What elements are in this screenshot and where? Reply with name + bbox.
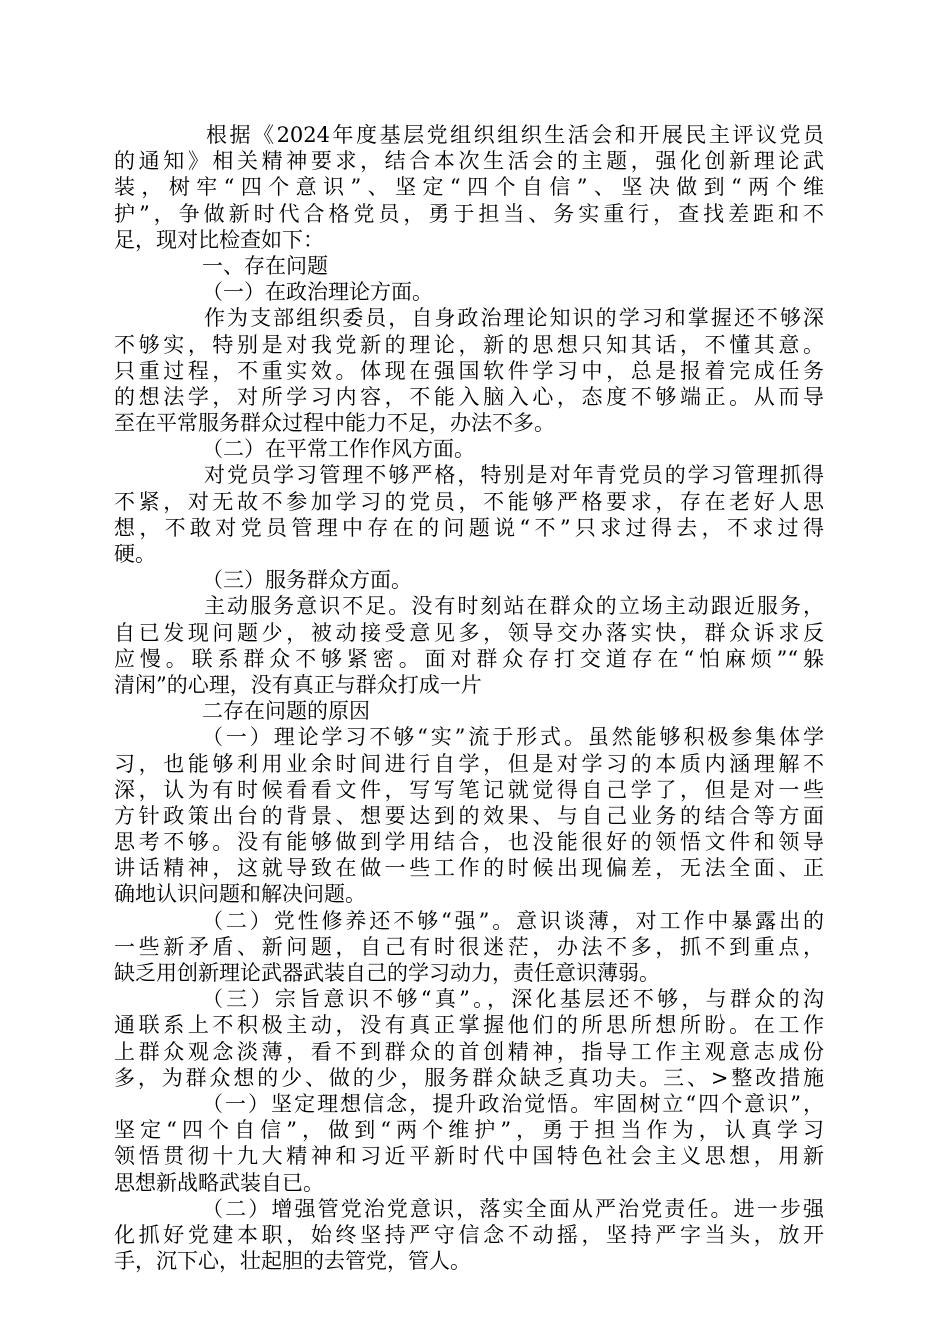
text-line: 对党员学习管理不够严格，特别是对年青党员的学习管理抓得 [204, 463, 824, 488]
text-line: （二）在平常工作作风方面。 [202, 437, 475, 462]
text-line: 装，树牢“四个意识”、坚定“四个自信”、坚决做到“两个维 [114, 175, 824, 200]
text-line: 至在平常服务群众过程中能力不足，办法不多。 [114, 411, 555, 436]
text-line: 只重过程，不重实效。体现在强国软件学习中，总是报着完成任务 [114, 358, 824, 383]
text-line: 的想法学，对所学习内容，不能入脑入心，态度不够端正。从而导 [114, 384, 824, 409]
text-line: 硬。 [114, 542, 156, 566]
text-line: （一）理论学习不够“实”流于形式。虽然能够积极参集体学 [202, 725, 824, 750]
text-line: 一、存在问题 [202, 253, 328, 278]
text-line: （一）坚定理想信念，提升政治觉悟。牢固树立“四个意识”， [202, 1091, 824, 1116]
text-line: 主动服务意识不足。没有时刻站在群众的立场主动跟近服务， [204, 594, 824, 619]
document-body [114, 122, 824, 1274]
text-line: 清闲”的心理，没有真正与群众打成一片 [114, 672, 482, 697]
text-line: （一）在政治理论方面。 [202, 280, 433, 305]
text-line: 足，现对比检查如下： [114, 227, 324, 252]
text-line: 思想新战略武装自已。 [114, 1170, 324, 1195]
text-line: 不紧，对无故不参加学习的党员，不能够严格要求，存在老好人思 [114, 489, 824, 514]
text-line: 讲话精神，这就导致在做一些工作的时候出现偏差，无法全面、正 [114, 856, 824, 881]
text-line: 习，也能够利用业余时间进行自学，但是对学习的本质内涵理解不 [114, 751, 824, 776]
text-line: 坚定“四个自信”，做到“两个维护”，勇于担当作为，认真学习 [114, 1118, 824, 1143]
text-line: 作为支部组织委员，自身政治理论知识的学习和掌握还不够深 [204, 306, 824, 331]
text-line: 方针政策出台的背景、想要达到的效果、与自己业务的结合等方面 [114, 803, 824, 828]
text-line: （二）党性修养还不够“强”。意识谈薄，对工作中暴露出的 [202, 908, 824, 933]
text-line: （二）增强管党治党意识，落实全面从严治党责任。进一步强 [202, 1196, 824, 1221]
text-line: 手，沉下心，壮起胆的去管党，管人。 [114, 1249, 471, 1274]
text-line: 上群众观念淡薄，看不到群众的首创精神，指导工作主观意志成份 [114, 1039, 824, 1064]
text-line: 二存在问题的原因 [202, 699, 370, 724]
text-line: 通联系上不积极主动，没有真正掌握他们的所思所想所盼。在工作 [114, 1013, 824, 1038]
text-line: 想，不敢对党员管理中存在的问题说“不”只求过得去，不求过得 [114, 515, 824, 540]
text-line: 确地认识问题和解决问题。 [114, 882, 366, 907]
text-line: 缺乏用创新理论武器武装自己的学习动力，责任意识薄弱。 [114, 961, 660, 985]
text-line: 化抓好党建本职，始终坚持严守信念不动摇，坚持严字当头，放开 [114, 1222, 824, 1247]
text-line: （三）宗旨意识不够“真”。，深化基层还不够，与群众的沟 [202, 987, 824, 1012]
text-line: （三）服务群众方面。 [202, 568, 412, 593]
text-line: 深，认为有时候看看文件，写写笔记就觉得自己学了，但是对一些 [114, 777, 824, 802]
text-line: 护”，争做新时代合格党员，勇于担当、务实重行，查找差距和不 [114, 201, 824, 226]
text-line: 根据《2024年度基层党组织组织生活会和开展民主评议党员 [206, 123, 824, 147]
text-line: 多，为群众想的少、做的少，服务群众缺乏真功夫。三、>整改措施 [114, 1065, 824, 1090]
text-line: 领悟贯彻十九大精神和习近平新时代中国特色社会主义思想，用新 [114, 1144, 824, 1169]
text-line: 不够实，特别是对我党新的理论，新的思想只知其话，不懂其意。 [114, 332, 824, 357]
text-line: 的通知》相关精神要求，结合本次生活会的主题，强化创新理论武 [114, 149, 824, 174]
text-line: 思考不够。没有能够做到学用结合，也没能很好的领悟文件和领导 [114, 830, 824, 855]
text-line: 一些新矛盾、新问题，自己有时很迷茫，办法不多，抓不到重点， [114, 934, 824, 959]
text-line: 自已发现问题少，被动接受意见多，领导交办落实快，群众诉求反 [114, 620, 824, 645]
text-line: 应慢。联系群众不够紧密。面对群众存打交道存在“怕麻烦”“躲 [114, 646, 824, 671]
